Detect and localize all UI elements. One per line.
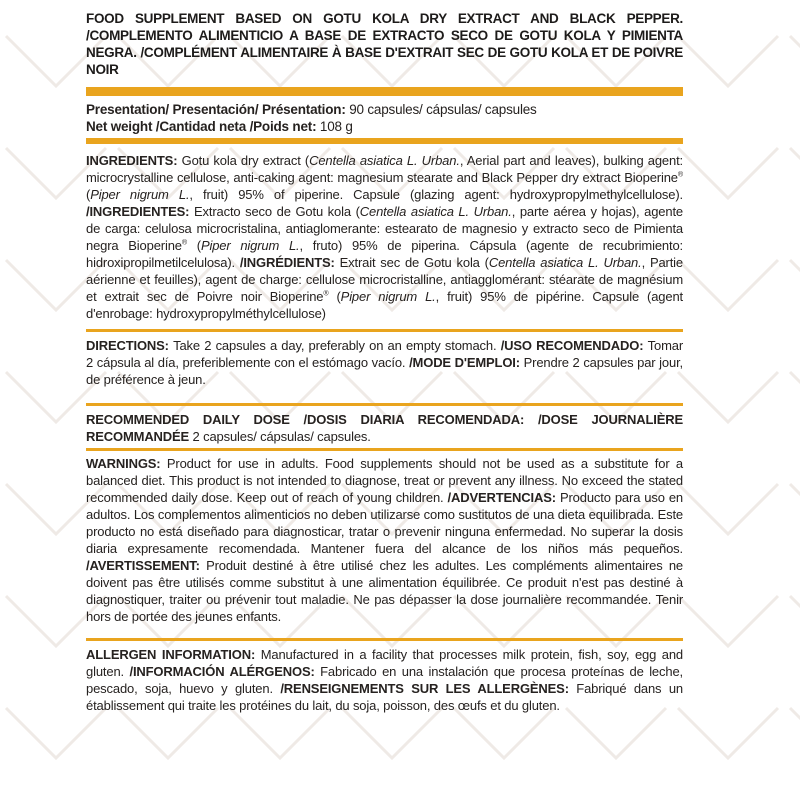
divider-bar-bottom (86, 138, 683, 144)
warnings-paragraph: WARNINGS: Product for use in adults. Food supplements should not be used as a substitute for a balanced diet. This product is not intended to diagnose, treat or prevent any illness. No exceed the stated recommended daily dose. Keep out of reach of young children. /ADVERTENCIAS: Producto para uso en adultos. Los complementos alimenticios no deben utilizarse como sustitutos de una dieta equilibrada. Este producto no está diseñado para diagnosticar, tratar o prevenir ninguna enfermedad. No superar la dosis diaria expresamente recomendada. Mantener fuera del alcance de los niños más pequeños. /AVERTISSEMENT: Produit destiné à être utilisé chez les adultes. Les compléments alimentaires ne doivent pas être utilisés comme substitut à une alimentation équilibrée. Ce produit n'est pas destiné à diagnostiquer, traiter ou prévenir tout maladie. Ne pas dépasser la dose journalière recommandée. Tenir hors de portée des jeunes enfants. (86, 456, 684, 624)
divider-line-daily-dose (86, 403, 683, 406)
net-weight-line: Net weight /Cantidad neta /Poids net: 108 g (86, 119, 353, 134)
daily-dose-paragraph: RECOMMENDED DAILY DOSE /DOSIS DIARIA RECOMENDADA: /DOSE JOURNALIÈRE RECOMMANDÉE 2 capsules/ cápsulas/ capsules. (86, 412, 683, 444)
ingredients-paragraph: INGREDIENTS: Gotu kola dry extract (Centella asiatica L. Urban., Aerial part and leaves), bulking agent: microcrystalline cellulose, anti-caking agent: magnesium stearate and Black Pepper dry extract Bioperine® (Piper nigrum L., fruit) 95% of piperine. Capsule (glazing agent: hydroxypropylmethylcellulose). /INGREDIENTES: Extracto seco de Gotu kola (Centella asiatica L. Urban., parte aérea y hojas), agente de carga: celulosa microcristalina, antiaglomerante: estearato de magnesio y extracto seco de Pimienta negra Bioperine® (Piper nigrum L., fruto) 95% de piperina. Cápsula (agente de recubrimiento: hidroxipropilmetilcelulosa). /INGRÉDIENTS: Extrait sec de Gotu kola (Centella asiatica L. Urban., Partie aérienne et feuilles), agent de charge: cellulose microcristalline, antiagglomérant: stéarate de magnésium et extrait sec de Poivre noir Bioperine® (Piper nigrum L., fruit) 95% de pipérine. Capsule (agent d'enrobage: hydroxypropylméthylcellulose) (86, 153, 683, 321)
divider-bar-top (86, 87, 683, 96)
divider-line-directions (86, 329, 683, 332)
product-title: FOOD SUPPLEMENT BASED ON GOTU KOLA DRY EXTRACT AND BLACK PEPPER. /COMPLEMENTO ALIMENTICIO A BASE DE EXTRACTO SECO DE GOTU KOLA Y PIMIENTA NEGRA. /COMPLÉMENT ALIMENTAIRE À BASE D'EXTRAIT SEC DE GOTU KOLA ET DE POIVRE NOIR (86, 11, 683, 77)
label-content (86, 0, 683, 714)
divider-line-warnings (86, 448, 683, 451)
directions-paragraph: DIRECTIONS: Take 2 capsules a day, preferably on an empty stomach. /USO RECOMENDADO: Tomar 2 cápsula al día, preferiblemente con el estómago vacío. /MODE D'EMPLOI: Prendre 2 capsules par jour, de préférence à jeun. (86, 338, 684, 387)
presentation-line: Presentation/ Presentación/ Présentation: 90 capsules/ cápsulas/ capsules (86, 102, 537, 117)
divider-line-allergens (86, 638, 683, 641)
allergens-paragraph: ALLERGEN INFORMATION: Manufactured in a facility that processes milk protein, fish, soy, egg and gluten. /INFORMACIÓN ALÉRGENOS: Fabricado en una instalación que procesa proteínas de leche, pescado, soja, huevo y gluten. /RENSEIGNEMENTS SUR LES ALLERGÈNES: Fabriqué dans un établissement qui traite les protéines du lait, du soja, poisson, des œufs et du gluten. (86, 647, 683, 713)
